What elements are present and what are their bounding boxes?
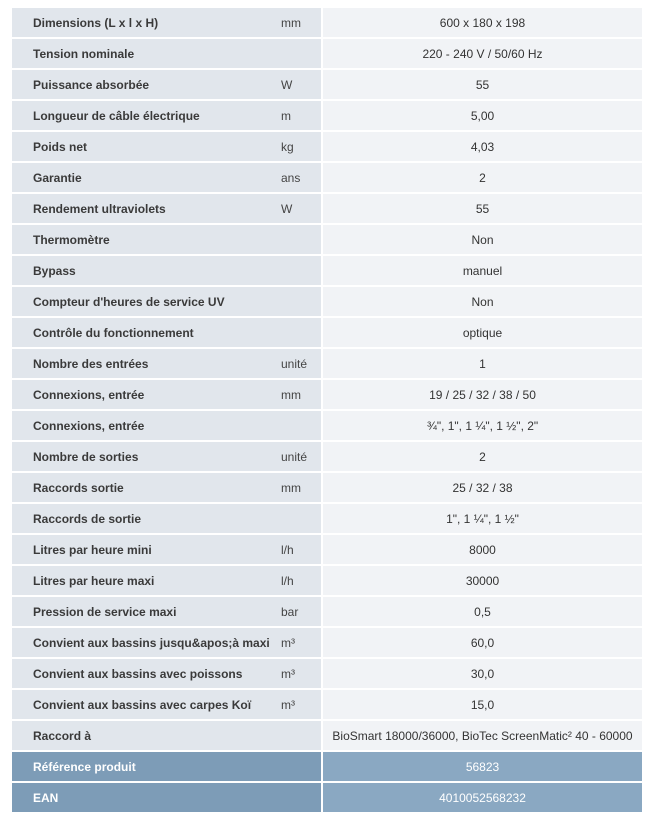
spec-label: Contrôle du fonctionnement bbox=[33, 325, 194, 340]
ean-value: 4010052568232 bbox=[323, 783, 642, 812]
ean-row bbox=[12, 783, 642, 814]
spec-unit: kg bbox=[281, 139, 294, 154]
spec-value: 2 bbox=[323, 163, 642, 192]
spec-label: Convient aux bassins jusqu&apos;à maxi bbox=[33, 635, 270, 650]
spec-unit: bar bbox=[281, 604, 299, 619]
spec-row bbox=[12, 597, 642, 628]
spec-row bbox=[12, 535, 642, 566]
spec-label-cell bbox=[12, 442, 323, 471]
spec-unit: l/h bbox=[281, 573, 294, 588]
spec-value: 0,5 bbox=[323, 597, 642, 626]
spec-row bbox=[12, 318, 642, 349]
spec-value: 4,03 bbox=[323, 132, 642, 161]
spec-label-cell bbox=[12, 349, 323, 378]
spec-row bbox=[12, 628, 642, 659]
spec-label: Poids net bbox=[33, 139, 88, 154]
spec-label-cell bbox=[12, 535, 323, 564]
spec-label-cell bbox=[12, 163, 323, 192]
spec-value: 2 bbox=[323, 442, 642, 471]
spec-label: Litres par heure maxi bbox=[33, 573, 155, 588]
spec-label: Pression de service maxi bbox=[33, 604, 177, 619]
spec-label-cell bbox=[12, 380, 323, 409]
spec-value: 15,0 bbox=[323, 690, 642, 719]
spec-label-cell bbox=[12, 39, 323, 68]
spec-row bbox=[12, 442, 642, 473]
spec-value: manuel bbox=[323, 256, 642, 285]
spec-unit: m³ bbox=[281, 697, 295, 712]
spec-unit: mm bbox=[281, 480, 301, 495]
spec-label: Nombre des entrées bbox=[33, 356, 149, 371]
spec-value: ¾", 1", 1 ¼", 1 ½", 2" bbox=[323, 411, 642, 440]
spec-row bbox=[12, 566, 642, 597]
product-reference-value: 56823 bbox=[323, 752, 642, 781]
spec-label: Connexions, entrée bbox=[33, 418, 145, 433]
spec-row bbox=[12, 101, 642, 132]
spec-unit: mm bbox=[281, 387, 301, 402]
spec-label: Bypass bbox=[33, 263, 76, 278]
spec-label-cell bbox=[12, 132, 323, 161]
spec-label: Tension nominale bbox=[33, 46, 135, 61]
spec-unit: W bbox=[281, 201, 293, 216]
spec-value: 1 bbox=[323, 349, 642, 378]
spec-label-cell bbox=[12, 8, 323, 37]
product-reference-row bbox=[12, 752, 642, 783]
spec-row bbox=[12, 132, 642, 163]
spec-row bbox=[12, 411, 642, 442]
spec-label-cell bbox=[12, 566, 323, 595]
spec-label: Connexions, entrée bbox=[33, 387, 145, 402]
spec-row bbox=[12, 39, 642, 70]
ean-label: EAN bbox=[33, 790, 59, 805]
spec-label: Garantie bbox=[33, 170, 82, 185]
spec-label: Convient aux bassins avec poissons bbox=[33, 666, 243, 681]
spec-value: 30000 bbox=[323, 566, 642, 595]
spec-value: 55 bbox=[323, 70, 642, 99]
spec-row bbox=[12, 287, 642, 318]
spec-row bbox=[12, 349, 642, 380]
spec-row bbox=[12, 504, 642, 535]
spec-label-cell bbox=[12, 411, 323, 440]
spec-label-cell bbox=[12, 659, 323, 688]
spec-label-cell bbox=[12, 256, 323, 285]
spec-label-cell bbox=[12, 70, 323, 99]
spec-value: Non bbox=[323, 225, 642, 254]
spec-unit: unité bbox=[281, 356, 308, 371]
spec-value: 55 bbox=[323, 194, 642, 223]
spec-label-cell bbox=[12, 597, 323, 626]
spec-label-cell bbox=[12, 690, 323, 719]
spec-row bbox=[12, 194, 642, 225]
spec-table bbox=[12, 8, 642, 814]
spec-row bbox=[12, 721, 642, 752]
spec-unit: unité bbox=[281, 449, 308, 464]
spec-label-cell bbox=[12, 194, 323, 223]
spec-label-cell bbox=[12, 783, 323, 812]
spec-unit: m³ bbox=[281, 666, 295, 681]
spec-value: 220 - 240 V / 50/60 Hz bbox=[323, 39, 642, 68]
spec-label: Dimensions (L x l x H) bbox=[33, 15, 159, 30]
spec-unit: l/h bbox=[281, 542, 294, 557]
spec-value: 25 / 32 / 38 bbox=[323, 473, 642, 502]
spec-label: Rendement ultraviolets bbox=[33, 201, 166, 216]
spec-value: optique bbox=[323, 318, 642, 347]
spec-label-cell bbox=[12, 504, 323, 533]
spec-label-cell bbox=[12, 101, 323, 130]
spec-row bbox=[12, 225, 642, 256]
spec-row bbox=[12, 380, 642, 411]
spec-label-cell bbox=[12, 225, 323, 254]
spec-label: Longueur de câble électrique bbox=[33, 108, 200, 123]
spec-row bbox=[12, 256, 642, 287]
spec-label: Thermomètre bbox=[33, 232, 110, 247]
spec-unit: ans bbox=[281, 170, 301, 185]
spec-value: 19 / 25 / 32 / 38 / 50 bbox=[323, 380, 642, 409]
spec-unit: W bbox=[281, 77, 293, 92]
spec-unit: m bbox=[281, 108, 291, 123]
spec-row bbox=[12, 70, 642, 101]
product-reference-label: Référence produit bbox=[33, 759, 136, 774]
spec-unit: mm bbox=[281, 15, 301, 30]
spec-value: Non bbox=[323, 287, 642, 316]
spec-value: 30,0 bbox=[323, 659, 642, 688]
spec-row bbox=[12, 473, 642, 504]
spec-value: 1", 1 ¼", 1 ½" bbox=[323, 504, 642, 533]
spec-row bbox=[12, 690, 642, 721]
spec-label-cell bbox=[12, 752, 323, 781]
spec-row bbox=[12, 163, 642, 194]
spec-unit: m³ bbox=[281, 635, 295, 650]
spec-label: Litres par heure mini bbox=[33, 542, 152, 557]
spec-label: Raccords de sortie bbox=[33, 511, 142, 526]
spec-label: Puissance absorbée bbox=[33, 77, 150, 92]
spec-value: 8000 bbox=[323, 535, 642, 564]
spec-label: Nombre de sorties bbox=[33, 449, 139, 464]
spec-label: Raccord à bbox=[33, 728, 92, 743]
spec-label-cell bbox=[12, 318, 323, 347]
spec-row bbox=[12, 659, 642, 690]
spec-label: Raccords sortie bbox=[33, 480, 124, 495]
spec-label-cell bbox=[12, 721, 323, 750]
spec-value: BioSmart 18000/36000, BioTec ScreenMatic² 40 - 60000 bbox=[323, 721, 642, 750]
spec-label: Convient aux bassins avec carpes Koï bbox=[33, 697, 252, 712]
spec-value: 5,00 bbox=[323, 101, 642, 130]
spec-value: 600 x 180 x 198 bbox=[323, 8, 642, 37]
spec-label: Compteur d'heures de service UV bbox=[33, 294, 225, 309]
spec-label-cell bbox=[12, 628, 323, 657]
spec-row bbox=[12, 8, 642, 39]
spec-value: 60,0 bbox=[323, 628, 642, 657]
spec-label-cell bbox=[12, 287, 323, 316]
spec-label-cell bbox=[12, 473, 323, 502]
